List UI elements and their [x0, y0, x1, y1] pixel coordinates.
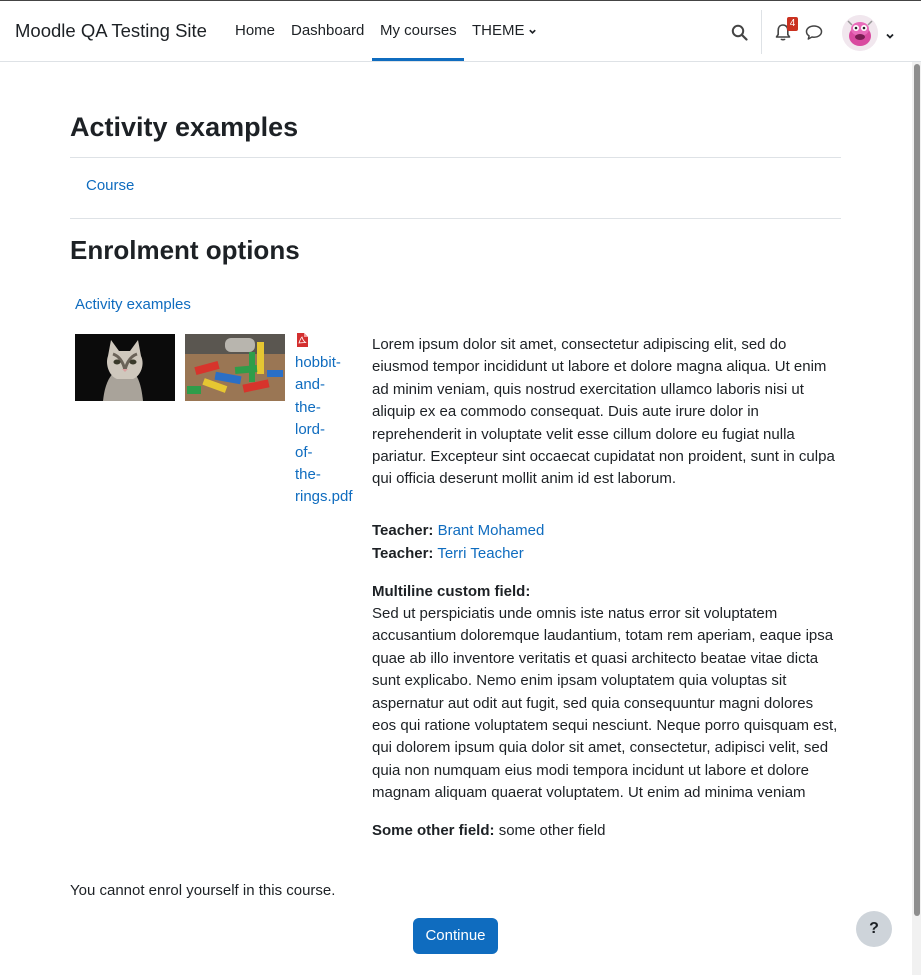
nav-active-indicator: [372, 58, 464, 61]
chevron-down-icon: [528, 23, 537, 40]
nav-theme-label: THEME: [472, 22, 525, 39]
enrolment-options-heading: Enrolment options: [70, 235, 300, 265]
user-menu-chevron-down-icon[interactable]: [885, 28, 895, 45]
page-title: Activity examples: [70, 112, 299, 142]
breadcrumb-divider: [70, 218, 841, 219]
notification-count-badge: 4: [787, 17, 798, 31]
navbar-divider: [761, 10, 762, 54]
other-field-value: some other field: [498, 822, 606, 839]
breadcrumb-course-link[interactable]: Course: [86, 177, 135, 194]
page-scrollbar-thumb[interactable]: [914, 64, 920, 916]
search-icon[interactable]: [731, 24, 748, 45]
nav-theme-dropdown[interactable]: [472, 22, 537, 40]
building-blocks-image: [185, 334, 285, 401]
teacher-role-label: Teacher:: [372, 522, 434, 539]
nav-my-courses[interactable]: My courses: [380, 22, 457, 39]
enrol-status-message: You cannot enrol yourself in this course.: [70, 882, 336, 899]
other-custom-field: [372, 820, 605, 842]
pdf-file-icon: [296, 333, 308, 347]
nav-home[interactable]: Home: [235, 22, 276, 39]
teacher-role-label: Teacher:: [372, 545, 434, 562]
other-field-label: Some other field:: [372, 822, 495, 839]
teacher-contact-1: [372, 520, 544, 542]
course-name-link[interactable]: Activity examples: [75, 296, 191, 313]
teacher-contact-2: [372, 543, 524, 565]
messages-icon[interactable]: [805, 24, 823, 45]
continue-button[interactable]: Continue: [413, 918, 498, 954]
course-summary: Lorem ipsum dolor sit amet, consectetur adipiscing elit, sed do eiusmod tempor incididunt ut labore et dolore magna aliqua. Ut enim ad minim veniam, quis nostrud exercitation ullamco laboris nisi ut aliquip ex ea commodo consequat. Duis aute irure dolor in reprehenderit in voluptate velit esse cillum dolore eu fugiat nulla pariatur. Excepteur sint occaecat cupidatat non proident, sunt in culpa qui officia deserunt mollit anim id est laborum.: [372, 336, 835, 488]
multiline-field-value: Sed ut perspiciatis unde omnis iste natus error sit voluptatem accusantium doloremque laudantium, totam rem aperiam, eaque ipsa quae ab illo inventore veritatis et quasi architecto beatae vitae dicta sunt explicabo. Nemo enim ipsam voluptatem quia voluptas sit aspernatur aut odit aut fugit, sed quia consequuntur magni dolores eos qui ratione voluptatem sequi nesciunt. Neque porro quisquam est, qui dolorem ipsum quia dolor sit amet, consectetur, adipisci velit, sed quia non numquam eius modi tempora incidunt ut labore et dolore magnam aliquam quaerat voluptatem. Ut enim ad minima veniam: [372, 605, 838, 802]
user-avatar[interactable]: [842, 15, 878, 51]
multiline-field-label: Multiline custom field:: [372, 583, 531, 600]
top-navbar: [0, 0, 921, 62]
site-name-link[interactable]: Moodle QA Testing Site: [15, 20, 207, 41]
teacher-name-link[interactable]: Brant Mohamed: [437, 522, 545, 539]
help-button[interactable]: ?: [856, 911, 892, 947]
kitten-image: [75, 334, 175, 401]
teacher-name-link[interactable]: Terri Teacher: [437, 545, 524, 562]
nav-dashboard[interactable]: Dashboard: [291, 22, 365, 39]
header-divider: [70, 157, 841, 158]
course-file-link[interactable]: hobbit- and- the- lord- of- the- rings.pdf: [295, 354, 353, 506]
